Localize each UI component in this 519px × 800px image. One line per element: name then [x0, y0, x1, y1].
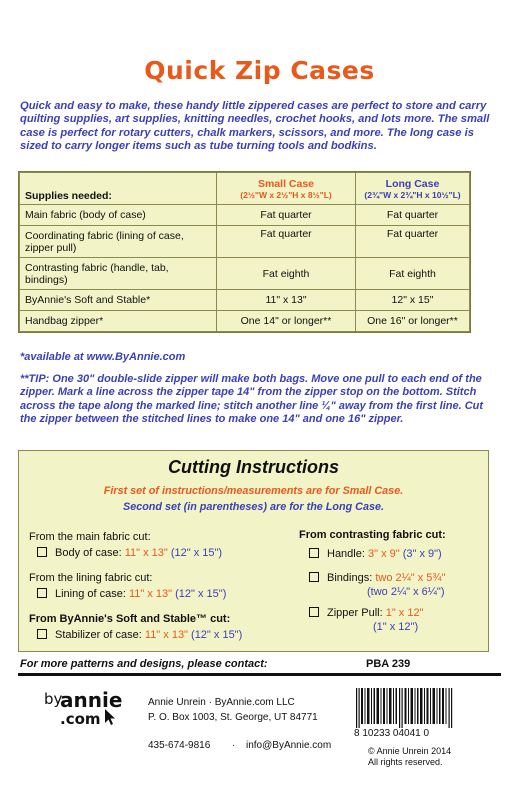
- phone-number: 435-674-9816: [148, 740, 211, 751]
- long-case-dimensions: (2¾"W x 2¾"H x 10½"L): [364, 189, 461, 200]
- logo-com: .com: [60, 710, 101, 728]
- lining-fabric-item: [37, 588, 226, 600]
- row-long-value: Fat quarter: [356, 205, 470, 226]
- checkbox-icon: [309, 572, 319, 582]
- checkbox-icon: [37, 588, 47, 598]
- stable-item: [37, 629, 242, 641]
- table-row: [20, 226, 470, 258]
- long-measure: (12" x 15"): [191, 629, 243, 641]
- logo-annie: annie: [60, 688, 123, 712]
- item-name: Lining of case:: [55, 588, 126, 600]
- byannie-logo: [44, 688, 123, 732]
- row-label: Main fabric (body of case): [20, 205, 217, 226]
- barcode-number: 8 10233 04041 0: [354, 728, 430, 739]
- table-row: [20, 258, 470, 290]
- row-label: Handbag zipper*: [20, 311, 217, 332]
- address-line-2: P. O. Box 1003, St. George, UT 84771: [148, 712, 318, 723]
- zipper-pull-long-measure: (1" x 12"): [373, 621, 419, 633]
- cutting-subtitle-small: First set of instructions/measurements are for Small Case.: [103, 485, 404, 497]
- checkbox-icon: [309, 607, 319, 617]
- main-fabric-label: From the main fabric cut:: [29, 531, 151, 543]
- table-row: [20, 290, 470, 311]
- stable-label: From ByAnnie's Soft and Stable™ cut:: [29, 613, 231, 625]
- row-small-value: Fat quarter: [217, 205, 356, 226]
- item-name: Zipper Pull:: [327, 607, 383, 619]
- zipper-pull-item: [309, 607, 423, 619]
- checkbox-icon: [37, 629, 47, 639]
- small-case-dimensions: (2½"W x 2½"H x 8½"L): [240, 189, 332, 200]
- item-name: Bindings:: [327, 572, 373, 584]
- page-title: Quick Zip Cases: [144, 56, 375, 85]
- copyright: [368, 746, 451, 768]
- zipper-tip: **TIP: One 30" double-slide zipper will make both bags. Move one pull to each end of the zipper. Mark a line across the zipper tape 14" from the zipper stop on the bottom. Stitch across the tape along the marked line; stitch another line ¼" away from the first line. Cut the zipper between the stitched lines to make one 14" and one 16" zipper.: [20, 373, 484, 426]
- intro-paragraph: Quick and easy to make, these handy little zippered cases are perfect to store and carry quilting supplies, art supplies, knitting needles, crochet hooks, and lots more. The small case is perfect for rotary cutters, chalk markers, scissors, and more. The long case is sized to carry longer items such as tube turning tools and bodkins.: [20, 100, 490, 153]
- table-header-row: [20, 173, 470, 205]
- pattern-number: PBA 239: [366, 658, 411, 670]
- checkbox-icon: [309, 548, 319, 558]
- row-long-value: One 16" or longer**: [356, 311, 470, 332]
- footer-divider: [18, 673, 501, 676]
- supplies-header-label: Supplies needed:: [20, 173, 217, 205]
- small-measure: 11" x 13": [129, 588, 173, 600]
- handle-item: [309, 548, 442, 560]
- long-measure: (12" x 15"): [170, 547, 223, 559]
- item-name: Stabilizer of case:: [55, 629, 142, 641]
- cursor-arrow-icon: [104, 708, 118, 726]
- cutting-subtitle-long: Second set (in parentheses) are for the Long Case.: [123, 501, 384, 513]
- bindings-long-measure: (two 2¼" x 6¼"): [367, 586, 445, 598]
- long-case-header: [356, 173, 470, 205]
- availability-note: *available at www.ByAnnie.com: [20, 351, 186, 363]
- logo-by: by: [44, 690, 63, 708]
- table-row: [20, 311, 470, 332]
- item-name: Body of case:: [55, 547, 122, 559]
- separator-dot: ·: [232, 740, 236, 751]
- bindings-item: [309, 572, 446, 584]
- small-measure: 1" x 12": [385, 607, 424, 619]
- long-measure: (12" x 15"): [175, 588, 227, 600]
- row-long-value: 12" x 15": [356, 290, 470, 311]
- small-measure: two 2¼" x 5¾": [375, 572, 446, 584]
- cutting-instructions-box: [18, 450, 489, 652]
- small-case-title: Small Case: [257, 177, 315, 190]
- table-row: [20, 205, 470, 226]
- barcode-image: [354, 688, 454, 728]
- lining-fabric-label: From the lining fabric cut:: [29, 572, 153, 584]
- row-small-value: Fat eighth: [217, 258, 356, 290]
- row-long-value: Fat eighth: [356, 258, 470, 290]
- email-address: info@ByAnnie.com: [246, 740, 332, 751]
- contrast-label: From contrasting fabric cut:: [299, 529, 446, 541]
- supplies-table: [18, 171, 471, 333]
- long-case-title: Long Case: [385, 177, 440, 190]
- row-small-value: 11" x 13": [217, 290, 356, 311]
- small-measure: 11" x 13": [144, 629, 188, 641]
- row-label: ByAnnie's Soft and Stable*: [20, 290, 217, 311]
- row-label: Coordinating fabric (lining of case, zipper pull): [20, 226, 217, 258]
- checkbox-icon: [37, 547, 47, 557]
- row-label: Contrasting fabric (handle, tab, bindings): [20, 258, 217, 290]
- small-measure: 3" x 9": [367, 548, 400, 560]
- contact-heading: For more patterns and designs, please contact:: [20, 658, 268, 670]
- row-small-value: Fat quarter: [217, 226, 356, 258]
- cutting-title: Cutting Instructions: [168, 457, 339, 477]
- small-measure: 11" x 13": [124, 547, 168, 559]
- long-measure: (3" x 9"): [402, 548, 442, 560]
- main-fabric-item: [37, 547, 222, 559]
- row-small-value: One 14" or longer**: [217, 311, 356, 332]
- copyright-line-2: All rights reserved.: [368, 757, 443, 767]
- address-line-1: Annie Unrein · ByAnnie.com LLC: [148, 697, 295, 708]
- item-name: Handle:: [327, 548, 365, 560]
- row-long-value: Fat quarter: [356, 226, 470, 258]
- small-case-header: [217, 173, 356, 205]
- copyright-line-1: © Annie Unrein 2014: [368, 746, 452, 756]
